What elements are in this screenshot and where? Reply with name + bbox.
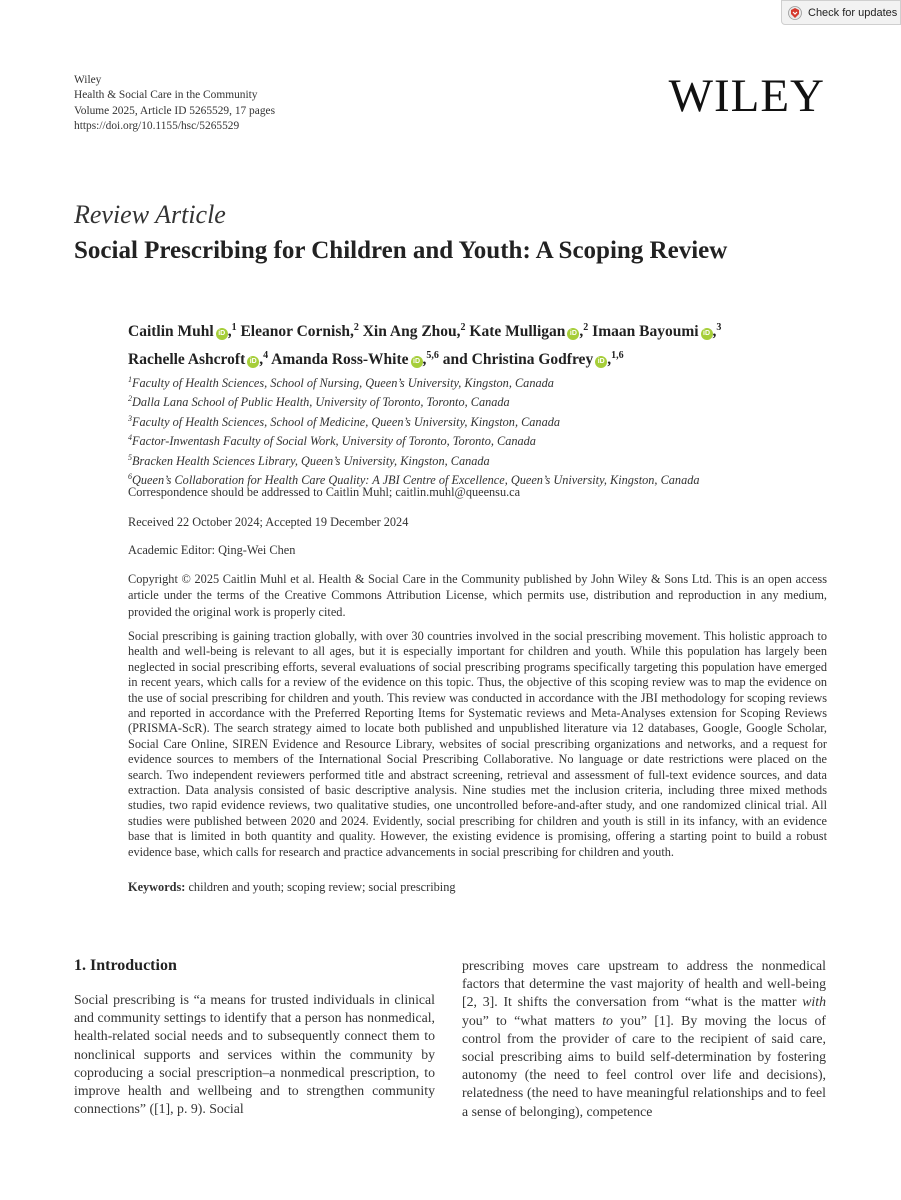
wiley-logo: WILEY [668, 70, 825, 122]
journal-meta [74, 73, 275, 134]
volume-line: Volume 2025, Article ID 5265529, 17 pages [74, 104, 275, 117]
orcid-icon[interactable]: iD [216, 328, 228, 340]
academic-editor: Academic Editor: Qing-Wei Chen [128, 543, 296, 557]
orcid-icon[interactable]: iD [595, 356, 607, 368]
check-updates-icon [788, 6, 802, 20]
check-for-updates-button[interactable] [781, 0, 901, 25]
affiliation-list [128, 372, 700, 488]
check-updates-label: Check for updates [808, 6, 898, 19]
article-title: Social Prescribing for Children and Youth: A Scoping Review [74, 237, 728, 264]
author-name: Kate Mulligan [469, 323, 566, 341]
section-heading-introduction: 1. Introduction [74, 957, 177, 974]
affiliation: $^6$Queen’s Collaboration for Health Care Quality: A JBI Centre of Excellence, Queen’s University, Kingston, Canada [128, 471, 700, 488]
keywords [128, 880, 456, 895]
author-name: Amanda Ross-White [271, 351, 409, 369]
affiliation: $^3$Faculty of Health Sciences, School of Medicine, Queen’s University, Kingston, Canada [128, 413, 561, 429]
article-type: Review Article [74, 200, 226, 229]
affiliation: $^4$Factor-Inwentash Faculty of Social Work, University of Toronto, Toronto, Canada [128, 433, 536, 449]
author-affiliation-number: 2 [460, 322, 466, 333]
author-name: Eleanor Cornish, [240, 323, 354, 341]
received-accepted-dates: Received 22 October 2024; Accepted 19 December 2024 [128, 515, 409, 529]
keywords-label: Keywords: [128, 880, 186, 894]
affiliation: $^5$Bracken Health Sciences Library, Queen’s University, Kingston, Canada [128, 452, 490, 468]
doi-link[interactable]: https://doi.org/10.1155/hsc/5265529 [74, 119, 240, 132]
author-affiliation-number: 4 [263, 350, 269, 362]
intro-right-column: prescribing moves care upstream to address the nonmedical factors that determine the vast majority of health and well-being [2, 3]. It shifts the conversation from “what is the matter with you” to “what matters to you” [1]. By moving the locus of control from the provider of care to the recipient of said care, social prescribing aims to build self-determination by fostering autonomy (the need to feel control over life and decisions), relatedness (the need to have meaningful relationships and to feel a sense of belonging), competence [462, 958, 826, 1119]
author-list: Caitlin Muhl iD ,$^1$ Eleanor Cornish,$^2$ Xin Ang Zhou,$^2$ Kate Mulligan iD ,$^2$ Imaan Bayoumi iD ,$^3$ Rachelle Ashcroft iD ,$^4$ Amanda Ross-White iD ,$^{5,6}$ and Christina Godfrey iD ,$^{1,6}$ [128, 322, 722, 369]
copyright-notice: Copyright © 2025 Caitlin Muhl et al. Health & Social Care in the Community published by John Wiley & Sons Ltd. This is an open access article under the terms of the Creative Commons Attribution License, which permits use, distribution and reproduction in any medium, provided the original work is properly cited. [128, 572, 827, 619]
author-affiliation-number: 3 [716, 322, 722, 333]
orcid-icon[interactable]: iD [411, 356, 423, 368]
orcid-icon[interactable]: iD [567, 328, 579, 340]
abstract: Social prescribing is gaining traction globally, with over 30 countries involved in the social prescribing movement. This holistic approach to health and well-being is relevant to all ages, but it is especially important for children and youth. While this population has largely been neglected in social prescribing efforts, several evaluations of social prescribing programs specifically targeting this population have emerged in recent years, which calls for a review of the evidence on this topic. Thus, the objective of this scoping review was to map the evidence on the use of social prescribing for children and youth. This review was conducted in accordance with the JBI methodology for scoping reviews and reported in accordance with the Preferred Reporting Items for Systematic reviews and Meta-Analyses extension for Scoping Reviews (PRISMA-ScR). The search strategy aimed to locate both published and unpublished literature via 12 databases, Google, Google Scholar, Social Care Online, SIREN Evidence and Resource Library, websites of social prescribing organizations and networks, and a request for evidence sources to members of the International Social Prescribing Collaborative. No language or date restrictions were placed on the search. Two independent reviewers performed title and abstract screening, retrieval and assessment of full-text evidence sources, and data extraction. Data analysis consisted of basic descriptive analysis. Nine studies met the inclusion criteria, including three mixed methods studies, two rapid evidence reviews, two qualitative studies, one uncontrolled before-and-after study, and one randomized clinical trial. All studies were published between 2020 and 2024. Evidently, social prescribing for children and youth is still in its infancy, with an evidence base that is limited in both quantity and quality. However, the existing evidence is promising, offering a starting point to build a robust evidence base, which calls for research and practice advancements in social prescribing for children and youth. [128, 629, 827, 859]
author-name: Caitlin Muhl [128, 323, 214, 341]
journal-name: Health & Social Care in the Community [74, 89, 258, 102]
keywords-text: children and youth; scoping review; social prescribing [188, 880, 456, 894]
author-name: Rachelle Ashcroft [128, 351, 246, 369]
author-name: Imaan Bayoumi [592, 323, 699, 341]
orcid-icon[interactable]: iD [701, 328, 713, 340]
author-affiliation-number: 1,6 [611, 350, 624, 362]
affiliation: $^2$Dalla Lana School of Public Health, University of Toronto, Toronto, Canada [128, 394, 510, 410]
affiliation: $^1$Faculty of Health Sciences, School of Nursing, Queen’s University, Kingston, Canada [128, 375, 554, 391]
author-affiliation-number: 1 [231, 322, 237, 333]
orcid-icon[interactable]: iD [247, 356, 259, 368]
author-affiliation-number: 5,6 [426, 350, 439, 362]
intro-left-column: Social prescribing is “a means for trusted individuals in clinical and community settings to identify that a person has nonmedical, health-related social needs and to subsequently connect them to nonclinical supports and services within the community by coproducing a social prescription–a nonmedical prescription, to improve health and wellbeing and to strengthen community connections” ([1], p. 9). Social [74, 992, 435, 1117]
author-name: Christina Godfrey [471, 351, 594, 369]
author-name: Xin Ang Zhou, [362, 323, 461, 341]
publisher-name: Wiley [74, 74, 102, 86]
author-affiliation-number: 2 [583, 322, 589, 333]
correspondence: Correspondence should be addressed to Caitlin Muhl; caitlin.muhl@queensu.ca [128, 485, 521, 499]
author-affiliation-number: 2 [353, 322, 359, 333]
